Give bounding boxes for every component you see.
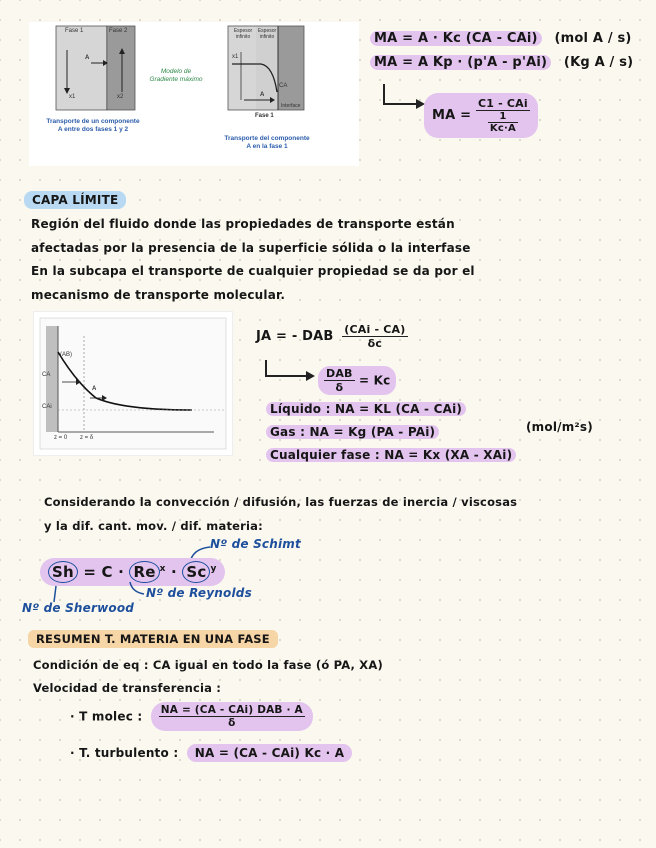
eq-units-flux: (mol/m²s) (526, 420, 593, 434)
capa-line-4: mecanismo de transporte molecular. (31, 288, 286, 302)
eq-ma-frac-den-top: 1 (488, 111, 518, 123)
figure-boundary-layer-drawing (34, 312, 232, 455)
fig2-ylabel-ca: CA (42, 372, 51, 378)
eq-ma-fraction-frac (476, 97, 530, 134)
fig2-label-a: A (92, 386, 97, 392)
label-x1: x1 (69, 94, 76, 100)
consid-line-2: y la dif. cant. mov. / dif. materia: (44, 519, 263, 533)
eq-molec-frac (159, 704, 305, 729)
eq-ja-den: δc (367, 337, 383, 350)
label-espesor-left: Espesor infinito (233, 28, 253, 40)
fig2-xlabel-zd: z = δ (80, 435, 94, 441)
eq-turb (70, 746, 352, 760)
label-fase1: Fase 1 (65, 28, 84, 34)
label-fase1-bottom: Fase 1 (255, 113, 274, 119)
eq-ma-kp (370, 55, 633, 70)
eq-molec-num: NA = (CA - CAi) DAB · A (160, 704, 303, 716)
eq-ma-fraction (424, 93, 538, 138)
eq-dab-kc (318, 366, 396, 395)
eq-dab-rhs: = Kc (359, 373, 391, 388)
eq-dab-kc-box (318, 366, 396, 395)
fig2-ylabel-cai: CAi (42, 404, 52, 410)
annotation-schmidt: Nº de Schimt (210, 537, 301, 551)
label-interface: Interface (281, 103, 301, 109)
eq-molec-label: · T molec : (70, 709, 143, 724)
eq-dab-num: DAB (326, 367, 353, 380)
eq-turb-text: NA = (CA - CAi) Kc · A (187, 744, 353, 762)
label-x1-right: x1 (232, 54, 239, 60)
eq-molec (70, 702, 313, 731)
eq-sh-mid: = C · (77, 563, 130, 581)
eq-ma-frac-den-bot: Kc·A (489, 123, 516, 134)
eq-cualquier (266, 448, 516, 462)
label-a-right: A (260, 92, 265, 98)
figure-transport-models (29, 22, 359, 166)
sc-symbol: Sc (182, 561, 210, 583)
eq-ma-kp-text: MA = A Kp · (p'A - p'Ai) (370, 55, 551, 70)
consid-line-1: Considerando la convección / difusión, las fuerzas de inercia / viscosas (44, 495, 518, 509)
eq-turb-label: · T. turbulento : (70, 746, 179, 760)
eq-ja-num: (CAi - CA) (344, 323, 406, 336)
eq-dab-frac (324, 367, 355, 394)
eq-ma-kp-units: (Kg A / s) (563, 55, 634, 70)
label-fase2: Fase 2 (109, 28, 128, 34)
eq-ja (256, 323, 408, 350)
eq-ma-kc-units: (mol A / s) (554, 31, 632, 46)
eq-dot: · (165, 563, 183, 581)
arrow-flux (262, 358, 322, 388)
eq-ja-lhs: JA = - DAB (256, 329, 334, 344)
resumen-title (28, 632, 278, 646)
eq-cualquier-text: Cualquier fase : NA = Kx (XA - XAi) (266, 448, 516, 462)
fig2-xlabel-z0: z = 0 (54, 435, 68, 441)
capa-line-1: Región del fluido donde las propiedades de transporte están (31, 217, 455, 231)
sh-symbol: Sh (48, 561, 78, 583)
capa-limite-title-text: CAPA LÍMITE (24, 191, 126, 209)
exp-x: x (159, 564, 166, 574)
eq-ja-frac (342, 323, 407, 350)
eq-liquido-text: Líquido : NA = KL (CA - CAi) (266, 402, 466, 416)
resumen-title-text: RESUMEN T. MATERIA EN UNA FASE (28, 630, 278, 648)
label-cai: CA (279, 83, 288, 89)
annotation-sherwood: Nº de Sherwood (22, 601, 135, 615)
label-middle-model: Modelo de Gradiente máximo (149, 68, 203, 83)
fig2-inside-label: (AB) (60, 352, 72, 358)
eq-gas-text: Gas : NA = Kg (PA - PAi) (266, 425, 439, 439)
eq-molec-den: δ (228, 717, 236, 729)
eq-ma-kc (370, 31, 632, 46)
re-symbol: Re (129, 561, 159, 583)
capa-limite-title (24, 193, 126, 207)
caption-right: Transporte del componente A en la fase 1 (224, 135, 310, 150)
exp-y: y (210, 564, 217, 574)
annotation-reynolds: Nº de Reynolds (146, 586, 252, 600)
eq-gas (266, 425, 439, 439)
arrow-top (380, 82, 430, 112)
label-a: A (85, 55, 90, 61)
eq-ma-fraction-box (424, 93, 538, 138)
eq-ma-kc-text: MA = A · Kc (CA - CAi) (370, 31, 542, 46)
eq-ma-frac-den (476, 111, 530, 134)
eq-molec-box (151, 702, 313, 731)
label-x2: x2 (117, 94, 124, 100)
eq-ma-fraction-lhs: MA = (432, 108, 472, 123)
caption-left: Transporte de un componente A entre dos fases 1 y 2 (46, 118, 140, 133)
resumen-line-2: Velocidad de transferencia : (33, 681, 222, 695)
figure-boundary-layer (33, 311, 233, 456)
label-espesor-right: Espesor infinito (257, 28, 277, 40)
eq-dab-den: δ (335, 381, 344, 394)
eq-liquido (266, 402, 466, 416)
capa-line-3: En la subcapa el transporte de cualquier propiedad se da por el (31, 264, 475, 278)
eq-ma-frac-num: C1 - CAi (477, 97, 528, 110)
capa-line-2: afectadas por la presencia de la superficie sólida o la interfase (31, 241, 471, 255)
resumen-line-1: Condición de eq : CA igual en todo la fase (ó PA, XA) (33, 658, 383, 672)
